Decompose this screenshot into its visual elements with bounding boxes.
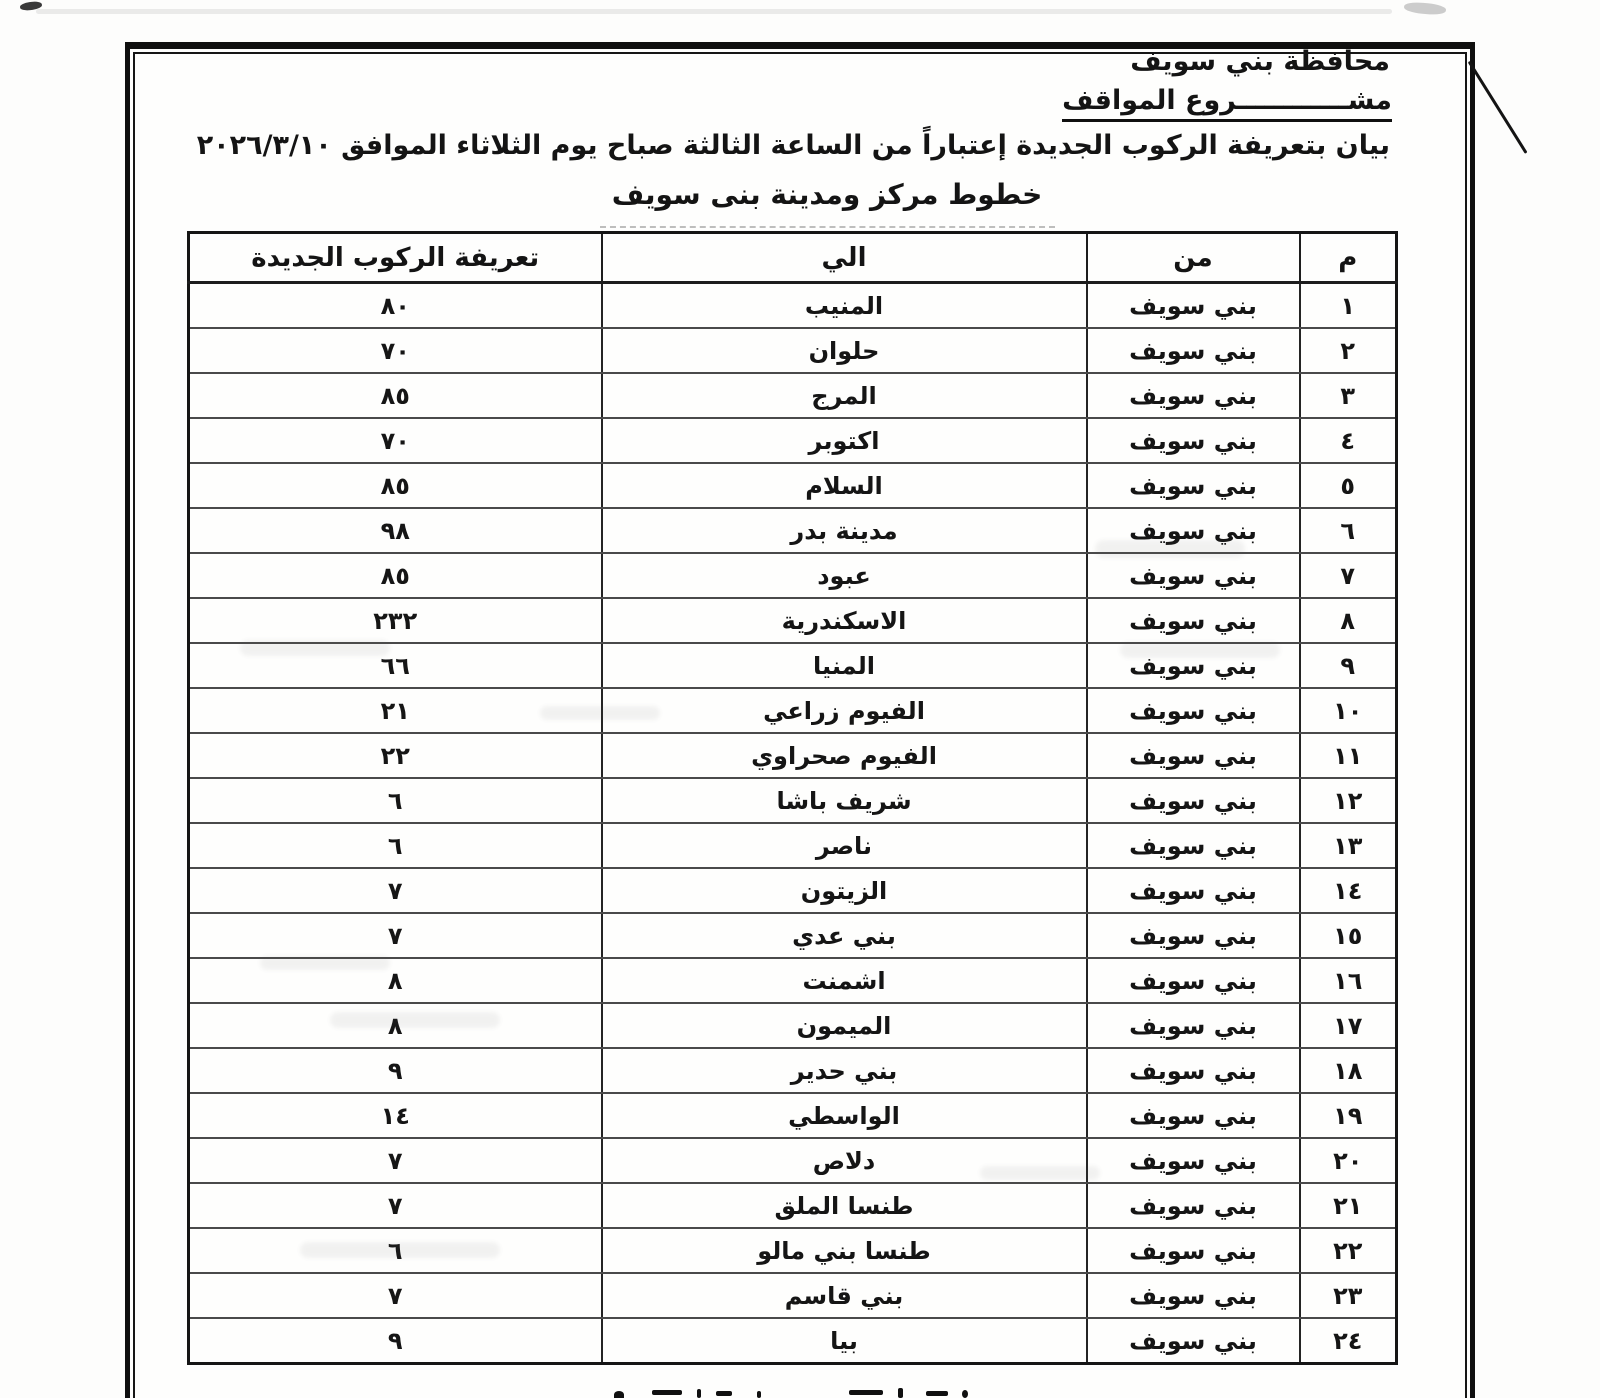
fare-table-row <box>189 373 1397 418</box>
scan-smudge <box>240 640 390 656</box>
row-number-cell: ١٢ <box>1300 778 1397 823</box>
scan-crease-line <box>1468 61 1528 154</box>
origin-cell: بني سويف <box>1087 328 1300 373</box>
fare-table-row <box>189 913 1397 958</box>
destination-cell: السلام <box>602 463 1087 508</box>
origin-cell: بني سويف <box>1087 1183 1300 1228</box>
scan-smudge <box>260 956 390 970</box>
fare-cell: ٧٠ <box>189 328 602 373</box>
origin-cell: بني سويف <box>1087 778 1300 823</box>
fare-cell: ٧ <box>189 1183 602 1228</box>
fare-table <box>187 231 1398 1365</box>
row-number-cell: ٩ <box>1300 643 1397 688</box>
origin-cell: بني سويف <box>1087 823 1300 868</box>
scan-smudge <box>540 706 660 720</box>
fare-cell: ٩٨ <box>189 508 602 553</box>
destination-cell: دلاص <box>602 1138 1087 1183</box>
destination-cell: اشمنت <box>602 958 1087 1003</box>
row-number-cell: ٢٢ <box>1300 1228 1397 1273</box>
origin-cell: بني سويف <box>1087 1228 1300 1273</box>
fare-cell: ٨٥ <box>189 553 602 598</box>
origin-cell: بني سويف <box>1087 643 1300 688</box>
department-name: مشــــــــــــروع المواقف <box>1062 85 1392 122</box>
destination-cell: الميمون <box>602 1003 1087 1048</box>
fare-cell: ٨ <box>189 1003 602 1048</box>
destination-cell: الفيوم صحراوي <box>602 733 1087 778</box>
column-header-new-fare: تعريفة الركوب الجديدة <box>189 233 602 283</box>
row-number-cell: ١٣ <box>1300 823 1397 868</box>
fare-table-row <box>189 823 1397 868</box>
destination-cell: طنسا الملق <box>602 1183 1087 1228</box>
row-number-cell: ٢ <box>1300 328 1397 373</box>
destination-cell: طنسا بني مالو <box>602 1228 1087 1273</box>
fare-cell: ٢٢ <box>189 733 602 778</box>
fare-cell: ٧ <box>189 868 602 913</box>
row-number-cell: ٢٤ <box>1300 1318 1397 1364</box>
origin-cell: بني سويف <box>1087 373 1300 418</box>
fare-cell: ٧ <box>189 1138 602 1183</box>
origin-cell: بني سويف <box>1087 1048 1300 1093</box>
row-number-cell: ١٥ <box>1300 913 1397 958</box>
fare-table-row <box>189 778 1397 823</box>
fare-table-header-row <box>189 233 1397 283</box>
fare-cell: ٩ <box>189 1318 602 1364</box>
fare-table-row <box>189 598 1397 643</box>
destination-cell: بيا <box>602 1318 1087 1364</box>
fare-cell: ١٤ <box>189 1093 602 1138</box>
row-number-cell: ١ <box>1300 283 1397 329</box>
destination-cell: ناصر <box>602 823 1087 868</box>
destination-cell: اكتوبر <box>602 418 1087 463</box>
destination-cell: الواسطي <box>602 1093 1087 1138</box>
origin-cell: بني سويف <box>1087 508 1300 553</box>
fare-cell: ٧٠ <box>189 418 602 463</box>
fare-table-row <box>189 733 1397 778</box>
row-number-cell: ٧ <box>1300 553 1397 598</box>
fare-table-row <box>189 328 1397 373</box>
row-number-cell: ١٨ <box>1300 1048 1397 1093</box>
fare-cell: ٩ <box>189 1048 602 1093</box>
destination-cell: بني عدي <box>602 913 1087 958</box>
scan-smudge <box>300 1242 500 1258</box>
origin-cell: بني سويف <box>1087 1093 1300 1138</box>
origin-cell: بني سويف <box>1087 868 1300 913</box>
fare-table-row <box>189 688 1397 733</box>
fare-cell: ٦ <box>189 778 602 823</box>
destination-cell: شريف باشا <box>602 778 1087 823</box>
destination-cell: المنيب <box>602 283 1087 329</box>
fare-table-row <box>189 283 1397 329</box>
fare-cell: ٢١ <box>189 688 602 733</box>
origin-cell: بني سويف <box>1087 598 1300 643</box>
row-number-cell: ٤ <box>1300 418 1397 463</box>
fare-table-row <box>189 1048 1397 1093</box>
destination-cell: بني حدير <box>602 1048 1087 1093</box>
scan-smudge <box>1095 540 1245 558</box>
governorate-name: محافظة بني سويف <box>1130 46 1390 77</box>
row-number-cell: ٣ <box>1300 373 1397 418</box>
document-title: بيان بتعريفة الركوب الجديدة إعتباراً من الساعة الثالثة صباح يوم الثلاثاء الموافق ٢٠٢٦/٣/١٠ <box>196 130 1390 161</box>
row-number-cell: ١٠ <box>1300 688 1397 733</box>
scan-speck <box>1404 1 1447 16</box>
origin-cell: بني سويف <box>1087 958 1300 1003</box>
fare-cell: ٨٥ <box>189 373 602 418</box>
destination-cell: المرج <box>602 373 1087 418</box>
fare-cell: ٨٥ <box>189 463 602 508</box>
scan-smudge <box>980 1166 1100 1180</box>
clipped-glyph <box>849 1390 883 1395</box>
destination-cell: الزيتون <box>602 868 1087 913</box>
subtitle-underline <box>600 226 1055 228</box>
clipped-glyph <box>962 1390 968 1398</box>
column-header-number: م <box>1300 233 1397 283</box>
origin-cell: بني سويف <box>1087 553 1300 598</box>
origin-cell: بني سويف <box>1087 913 1300 958</box>
scan-streak-band <box>36 9 1392 14</box>
row-number-cell: ١١ <box>1300 733 1397 778</box>
document-subtitle: خطوط مركز ومدينة بنى سويف <box>611 178 1043 211</box>
column-header-from: من <box>1087 233 1300 283</box>
origin-cell: بني سويف <box>1087 418 1300 463</box>
fare-table-body <box>189 283 1397 1364</box>
fare-cell: ٦ <box>189 1228 602 1273</box>
origin-cell: بني سويف <box>1087 688 1300 733</box>
clipped-glyph <box>757 1391 761 1398</box>
fare-table-row <box>189 1318 1397 1364</box>
destination-cell: الفيوم زراعي <box>602 688 1087 733</box>
fare-table-row <box>189 553 1397 598</box>
fare-table-row <box>189 1093 1397 1138</box>
fare-table-row <box>189 868 1397 913</box>
origin-cell: بني سويف <box>1087 1318 1300 1364</box>
clipped-glyph <box>716 1391 732 1396</box>
row-number-cell: ١٧ <box>1300 1003 1397 1048</box>
destination-cell: حلوان <box>602 328 1087 373</box>
clipped-glyph <box>652 1390 682 1395</box>
clipped-glyph <box>697 1389 701 1398</box>
destination-cell: الاسكندرية <box>602 598 1087 643</box>
origin-cell: بني سويف <box>1087 1138 1300 1183</box>
column-header-to: الي <box>602 233 1087 283</box>
row-number-cell: ٦ <box>1300 508 1397 553</box>
fare-table-row <box>189 463 1397 508</box>
origin-cell: بني سويف <box>1087 733 1300 778</box>
scan-smudge <box>330 1012 500 1028</box>
fare-cell: ٨٠ <box>189 283 602 329</box>
row-number-cell: ٥ <box>1300 463 1397 508</box>
origin-cell: بني سويف <box>1087 283 1300 329</box>
destination-cell: المنيا <box>602 643 1087 688</box>
clipped-glyph <box>614 1391 624 1398</box>
row-number-cell: ٢١ <box>1300 1183 1397 1228</box>
row-number-cell: ٨ <box>1300 598 1397 643</box>
fare-cell: ٧ <box>189 913 602 958</box>
row-number-cell: ١٦ <box>1300 958 1397 1003</box>
fare-table-row <box>189 1273 1397 1318</box>
row-number-cell: ٢٠ <box>1300 1138 1397 1183</box>
fare-cell: ٨ <box>189 958 602 1003</box>
destination-cell: عبود <box>602 553 1087 598</box>
fare-table-row <box>189 1138 1397 1183</box>
destination-cell: مدينة بدر <box>602 508 1087 553</box>
fare-table-row <box>189 418 1397 463</box>
row-number-cell: ١٤ <box>1300 868 1397 913</box>
row-number-cell: ١٩ <box>1300 1093 1397 1138</box>
fare-cell: ٧ <box>189 1273 602 1318</box>
fare-cell: ٦ <box>189 823 602 868</box>
fare-cell: ٢٣٢ <box>189 598 602 643</box>
origin-cell: بني سويف <box>1087 1273 1300 1318</box>
row-number-cell: ٢٣ <box>1300 1273 1397 1318</box>
origin-cell: بني سويف <box>1087 463 1300 508</box>
clipped-glyph <box>926 1391 948 1396</box>
clipped-glyph <box>898 1388 903 1398</box>
origin-cell: بني سويف <box>1087 1003 1300 1048</box>
fare-table-row <box>189 1183 1397 1228</box>
scan-smudge <box>1120 642 1280 658</box>
destination-cell: بني قاسم <box>602 1273 1087 1318</box>
fare-cell: ٦٦ <box>189 643 602 688</box>
